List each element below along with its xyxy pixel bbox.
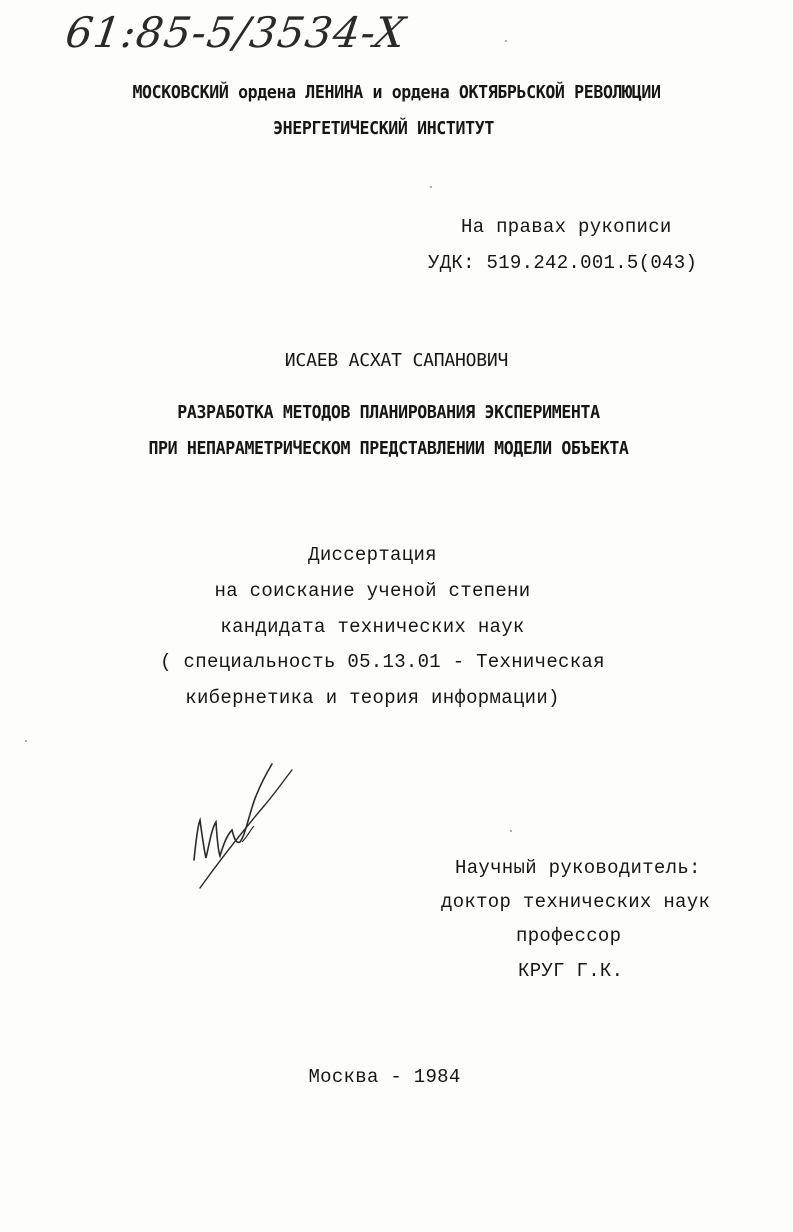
dissertation-field-line: кибернетика и теория информации)	[185, 687, 560, 709]
dissertation-science-line: кандидата технических наук	[220, 616, 525, 638]
signature-image	[180, 750, 310, 900]
dissertation-specialty-line: ( специальность 05.13.01 - Техническая	[160, 651, 605, 673]
handwritten-archive-number: 61:85-5/3534-X	[62, 8, 410, 57]
institution-line-1: МОСКОВСКИЙ ордена ЛЕНИНА и ордена ОКТЯБРЬСКОЙ РЕВОЛЮЦИИ	[132, 82, 661, 103]
scan-speck	[510, 830, 512, 832]
institution-line-2: ЭНЕРГЕТИЧЕСКИЙ ИНСТИТУТ	[273, 118, 494, 139]
supervisor-degree: доктор технических наук	[441, 891, 711, 913]
scan-speck	[430, 186, 432, 188]
scan-speck	[505, 40, 507, 42]
author-name: ИСАЕВ АСХАТ САПАНОВИЧ	[284, 350, 509, 371]
scan-speck	[25, 740, 27, 742]
supervisor-rank: профессор	[516, 925, 622, 947]
udk-code: УДК: 519.242.001.5(043)	[428, 252, 698, 274]
dissertation-label: Диссертация	[308, 544, 437, 566]
manuscript-rights: На правах рукописи	[461, 216, 672, 238]
title-line-2: ПРИ НЕПАРАМЕТРИЧЕСКОМ ПРЕДСТАВЛЕНИИ МОДЕЛИ ОБЪЕКТА	[148, 438, 629, 459]
city-year: Москва - 1984	[308, 1066, 461, 1088]
title-line-1: РАЗРАБОТКА МЕТОДОВ ПЛАНИРОВАНИЯ ЭКСПЕРИМЕНТА	[177, 402, 600, 423]
supervisor-name: КРУГ Г.К.	[518, 960, 624, 982]
supervisor-label: Научный руководитель:	[455, 857, 701, 879]
dissertation-degree-line: на соискание ученой степени	[214, 580, 531, 602]
